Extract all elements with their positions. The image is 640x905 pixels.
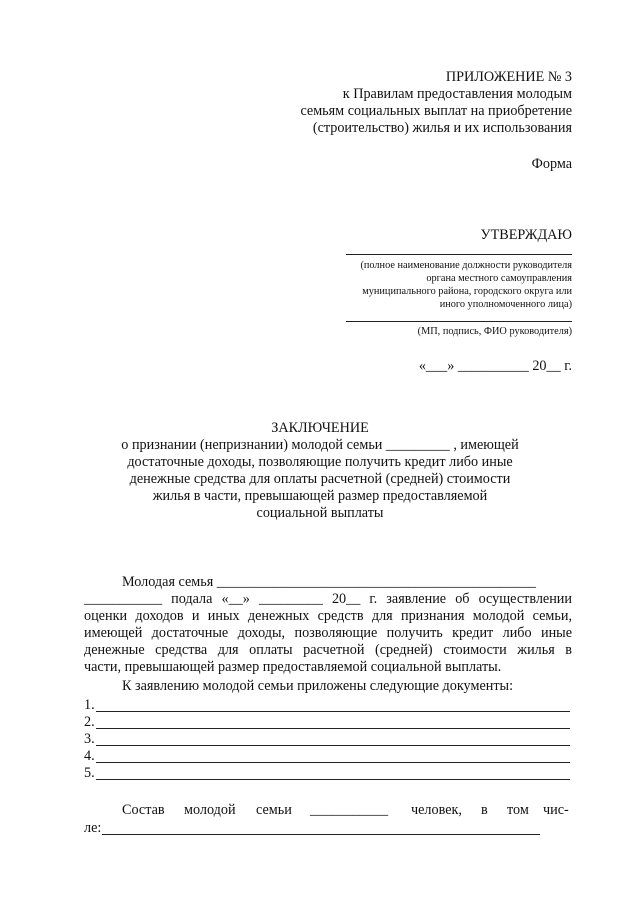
head-signature-line	[346, 321, 572, 322]
position-caption-3: муниципального района, городского округа или	[362, 286, 572, 297]
including-line	[102, 834, 540, 835]
appendix-title: ПРИЛОЖЕНИЕ № 3	[445, 69, 572, 85]
document-number: 4.	[84, 748, 95, 764]
family-composition-blank: ___________	[310, 802, 389, 818]
signature-caption: (МП, подпись, ФИО руководителя)	[417, 326, 572, 337]
document-line	[96, 711, 570, 712]
body-paragraph-line-4: денежные средства для оплаты расчетной (средней) стоимости жилья в	[84, 642, 572, 658]
document-number: 2.	[84, 714, 95, 730]
body-paragraph-line-5: части, превышающей размер предоставляемой социальной выплаты.	[84, 659, 502, 675]
document-line	[96, 745, 570, 746]
conclusion-subtitle-4: жилья в части, превышающей размер предоставляемой	[152, 488, 488, 504]
body-paragraph-line-2: оценки доходов и иных денежных средств для признания молодой семьи,	[84, 608, 572, 624]
approval-heading: УТВЕРЖДАЮ	[480, 227, 572, 243]
family-composition-word: молодой	[184, 802, 236, 818]
conclusion-title: ЗАКЛЮЧЕНИЕ	[271, 420, 369, 436]
conclusion-subtitle-5: социальной выплаты	[256, 505, 384, 521]
document-number: 3.	[84, 731, 95, 747]
family-composition-word: Состав	[122, 802, 165, 818]
appendix-line-3: (строительство) жилья и их использования	[312, 120, 572, 136]
document-line	[96, 779, 570, 780]
conclusion-subtitle-3: денежные средства для оплаты расчетной (средней) стоимости	[129, 471, 511, 487]
family-composition-word: том	[507, 802, 529, 818]
family-composition-word: в	[481, 802, 488, 818]
conclusion-subtitle-2: достаточные доходы, позволяющие получить кредит либо иные	[127, 454, 513, 470]
form-label: Форма	[531, 156, 572, 172]
appendix-line-1: к Правилам предоставления молодым	[342, 86, 572, 102]
position-signature-line	[346, 254, 572, 255]
documents-intro: К заявлению молодой семьи приложены следующие документы:	[122, 678, 514, 694]
family-composition-word: чис-	[543, 802, 569, 818]
document-number: 5.	[84, 765, 95, 781]
family-composition-word: семьи	[256, 802, 292, 818]
position-caption-2: органа местного самоуправления	[426, 273, 572, 284]
including-label: ле:	[84, 820, 102, 836]
family-composition-word: человек,	[411, 802, 462, 818]
body-paragraph-line-1: ___________ подала «__» _________ 20__ г. заявление об осуществлении	[84, 591, 572, 607]
position-caption-4: иного уполномоченного лица)	[439, 299, 572, 310]
document-line	[96, 728, 570, 729]
appendix-line-2: семьям социальных выплат на приобретение	[300, 103, 572, 119]
document-line	[96, 762, 570, 763]
body-paragraph-line-3: имеющей достаточные доходы, позволяющие получить кредит либо иные	[84, 625, 572, 641]
document-number: 1.	[84, 697, 95, 713]
family-line: Молодая семья _____________________________________________	[122, 574, 537, 590]
position-caption-1: (полное наименование должности руководителя	[360, 260, 572, 271]
approval-date: «___» __________ 20__ г.	[418, 358, 572, 374]
conclusion-subtitle-1: о признании (непризнании) молодой семьи _________ , имеющей	[121, 437, 519, 453]
